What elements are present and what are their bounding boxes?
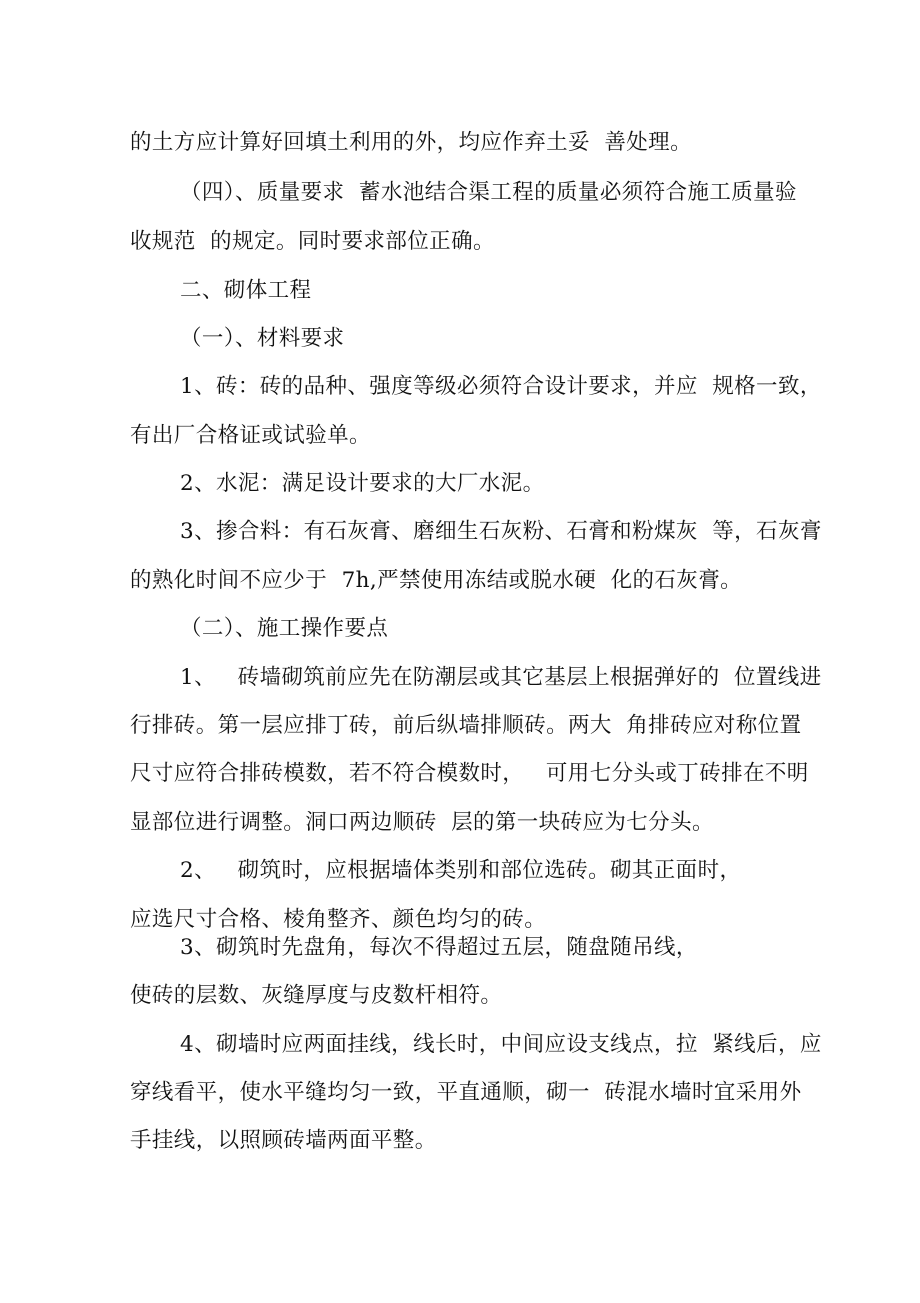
text-line: 2、水泥：满足设计要求的大厂水泥。 [180, 471, 545, 496]
text-line: 收规范 的规定。同时要求部位正确。 [130, 229, 495, 254]
text-line: 1、砖：砖的品种、强度等级必须符合设计要求，并应 规格一致， [180, 374, 822, 399]
text-line: 使砖的层数、灰缝厚度与皮数杆相符。 [130, 983, 503, 1008]
text-line: 的土方应计算好回填土利用的外，均应作弃土妥 善处理。 [130, 130, 692, 155]
text-line: （四）、质量要求 蓄水池结合渠工程的质量必须符合施工质量验 [180, 180, 797, 205]
text-line: 行排砖。第一层应排丁砖，前后纵墙排顺砖。两大 角排砖应对称位置 [130, 713, 802, 738]
text-line: 有出厂合格证或试验单。 [130, 423, 371, 448]
text-line: 3、掺合料：有石灰膏、磨细生石灰粉、石膏和粉煤灰 等，石灰膏 [180, 519, 822, 544]
text-line: 显部位进行调整。洞口两边顺砖 层的第一块砖应为七分头。 [130, 810, 714, 835]
text-line: 尺寸应符合排砖模数，若不符合模数时， 可用七分头或丁砖排在不明 [130, 761, 809, 786]
text-line: 穿线看平，使水平缝均匀一致，平直通顺，砌一 砖混水墙时宜采用外 [130, 1080, 802, 1105]
section-heading: 二、砌体工程 [180, 278, 312, 303]
subsection-heading: （一）、材料要求 [180, 326, 345, 351]
text-line: 应选尺寸合格、棱角整齐、颜色均匀的砖。 [130, 907, 547, 932]
subsection-heading: （二）、施工操作要点 [180, 616, 389, 641]
text-line: 3、砌筑时先盘角，每次不得超过五层，随盘随吊线， [180, 935, 698, 960]
text-line: 1、 砖墙砌筑前应先在防潮层或其它基层上根据弹好的 位置线进 [180, 665, 822, 690]
text-line: 手挂线，以照顾砖墙两面平整。 [130, 1128, 437, 1153]
text-line: 的熟化时间不应少于 7h,严禁使用冻结或脱水硬 化的石灰膏。 [130, 568, 742, 593]
text-line: 2、 砌筑时，应根据墙体类别和部位选砖。砌其正面时， [180, 858, 742, 883]
text-line: 4、砌墙时应两面挂线，线长时，中间应设支线点，拉 紧线后，应 [180, 1032, 822, 1057]
